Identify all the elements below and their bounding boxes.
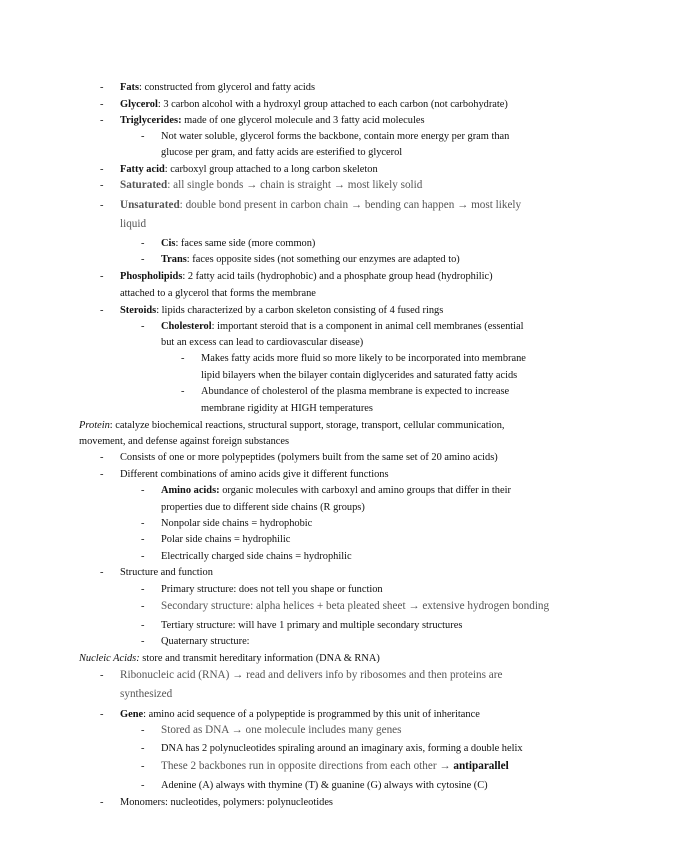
text-line bbox=[161, 501, 365, 514]
text-line bbox=[120, 199, 521, 212]
line-text: store and transmit hereditary information (DNA & RNA) bbox=[139, 653, 380, 664]
text-line bbox=[161, 619, 462, 632]
bullet-dash: - bbox=[141, 725, 145, 736]
bullet-dash: - bbox=[141, 636, 145, 647]
bullet-dash: - bbox=[141, 761, 145, 772]
text-line bbox=[161, 600, 549, 613]
key-term: Triglycerides: bbox=[120, 115, 182, 126]
text-line bbox=[161, 130, 509, 143]
text-line bbox=[120, 796, 333, 809]
key-term: Phospholipids bbox=[120, 271, 183, 282]
line-text: : amino acid sequence of a polypeptide is programmed by this unit of inheritance bbox=[143, 709, 480, 720]
key-term: Trans bbox=[161, 254, 187, 265]
bullet-dash: - bbox=[100, 797, 104, 808]
text-line bbox=[120, 114, 425, 127]
line-text: : constructed from glycerol and fatty acids bbox=[139, 82, 316, 93]
line-text: Secondary structure: alpha helices + beta pleated sheet → extensive hydrogen bonding bbox=[161, 600, 550, 612]
text-line bbox=[161, 742, 523, 755]
text-line bbox=[120, 304, 443, 317]
text-line bbox=[201, 402, 373, 415]
line-text: Makes fatty acids more fluid so more likely to be incorporated into membrane bbox=[201, 353, 526, 364]
bullet-dash: - bbox=[100, 709, 104, 720]
line-text: Monomers: nucleotides, polymers: polynucleotides bbox=[120, 797, 333, 808]
line-text: Polar side chains = hydrophilic bbox=[161, 534, 291, 545]
line-text: : carboxyl group attached to a long carbon skeleton bbox=[164, 164, 378, 175]
key-term: Gene bbox=[120, 709, 144, 720]
bullet-dash: - bbox=[100, 164, 104, 175]
bullet-dash: - bbox=[100, 452, 104, 463]
key-term: Steroids bbox=[120, 305, 157, 316]
key-term: Cholesterol bbox=[161, 321, 212, 332]
bullet-dash: - bbox=[100, 305, 104, 316]
text-line bbox=[161, 724, 401, 737]
bullet-dash: - bbox=[141, 780, 145, 791]
bullet-dash: - bbox=[181, 353, 185, 364]
text-line bbox=[161, 583, 383, 596]
bullet-dash: - bbox=[181, 386, 185, 397]
line-text: Ribonucleic acid (RNA) → read and delivers info by ribosomes and then proteins are bbox=[120, 669, 503, 681]
key-term: Fats bbox=[120, 82, 140, 93]
text-line bbox=[120, 669, 502, 682]
bullet-dash: - bbox=[141, 743, 145, 754]
bullet-dash: - bbox=[141, 584, 145, 595]
bullet-dash: - bbox=[141, 321, 145, 332]
text-line bbox=[201, 385, 509, 398]
bullet-dash: - bbox=[141, 518, 145, 529]
text-line bbox=[120, 81, 315, 94]
bullet-dash: - bbox=[100, 567, 104, 578]
text-line bbox=[120, 270, 493, 283]
line-text: Electrically charged side chains = hydrophilic bbox=[161, 551, 352, 562]
bullet-dash: - bbox=[100, 115, 104, 126]
text-line bbox=[120, 287, 316, 300]
key-term: Saturated bbox=[120, 179, 168, 191]
line-text: These 2 backbones run in opposite directions from each other → bbox=[161, 760, 454, 772]
bullet-dash: - bbox=[100, 180, 104, 191]
text-line bbox=[161, 237, 315, 250]
key-term: Unsaturated bbox=[120, 199, 180, 211]
line-text: : faces opposite sides (not something our enzymes are adapted to) bbox=[186, 254, 460, 265]
line-text: made of one glycerol molecule and 3 fatty acid molecules bbox=[181, 115, 425, 126]
bullet-dash: - bbox=[141, 534, 145, 545]
bullet-dash: - bbox=[141, 254, 145, 265]
line-text: Nonpolar side chains = hydrophobic bbox=[161, 518, 313, 529]
bullet-dash: - bbox=[100, 469, 104, 480]
line-text: Adenine (A) always with thymine (T) & guanine (G) always with cytosine (C) bbox=[161, 780, 488, 791]
text-line bbox=[79, 652, 380, 665]
line-text: Structure and function bbox=[120, 567, 213, 578]
text-line bbox=[201, 352, 526, 365]
key-term: Glycerol bbox=[120, 99, 158, 110]
bullet-dash: - bbox=[141, 485, 145, 496]
bullet-dash: - bbox=[141, 238, 145, 249]
line-text: : double bond present in carbon chain → bending can happen → most likely bbox=[179, 199, 522, 211]
text-line bbox=[161, 760, 509, 773]
text-line bbox=[161, 517, 312, 530]
line-text: movement, and defense against foreign substances bbox=[79, 436, 290, 447]
text-line bbox=[161, 635, 250, 648]
text-line bbox=[161, 484, 511, 497]
bullet-dash: - bbox=[141, 551, 145, 562]
key-term: Cis bbox=[161, 238, 176, 249]
text-line bbox=[120, 98, 508, 111]
text-line bbox=[161, 336, 363, 349]
text-line bbox=[120, 451, 498, 464]
line-text: glucose per gram, and fatty acids are esterified to glycerol bbox=[161, 147, 403, 158]
line-text: but an excess can lead to cardiovascular disease) bbox=[161, 337, 364, 348]
text-line bbox=[161, 320, 524, 333]
line-text: : all single bonds → chain is straight → most likely solid bbox=[167, 179, 423, 191]
text-line bbox=[79, 419, 504, 432]
line-text: Abundance of cholesterol of the plasma membrane is expected to increase bbox=[201, 386, 510, 397]
line-text: Primary structure: does not tell you shape or function bbox=[161, 584, 383, 595]
key-term: Amino acids: bbox=[161, 485, 220, 496]
line-text: attached to a glycerol that forms the membrane bbox=[120, 288, 316, 299]
line-text: : catalyze biochemical reactions, structural support, storage, transport, cellular communication, bbox=[109, 420, 505, 431]
line-text: lipid bilayers when the bilayer contain diglycerides and saturated fatty acids bbox=[201, 370, 518, 381]
text-line bbox=[120, 566, 213, 579]
line-text: organic molecules with carboxyl and amino groups that differ in their bbox=[219, 485, 511, 496]
text-line bbox=[120, 688, 172, 701]
line-text: DNA has 2 polynucleotides spiraling around an imaginary axis, forming a double helix bbox=[161, 743, 523, 754]
text-line bbox=[120, 218, 146, 231]
bullet-dash: - bbox=[100, 271, 104, 282]
bullet-dash: - bbox=[100, 200, 104, 211]
section-term: Nucleic Acids: bbox=[79, 653, 140, 664]
text-line bbox=[161, 146, 402, 159]
line-text: membrane rigidity at HIGH temperatures bbox=[201, 403, 373, 414]
text-line bbox=[161, 533, 290, 546]
bullet-dash: - bbox=[141, 620, 145, 631]
line-text: Different combinations of amino acids give it different functions bbox=[120, 469, 389, 480]
text-line bbox=[120, 708, 480, 721]
line-text: : lipids characterized by a carbon skeleton consisting of 4 fused rings bbox=[156, 305, 444, 316]
bullet-dash: - bbox=[141, 131, 145, 142]
text-line bbox=[161, 779, 488, 792]
line-text: : important steroid that is a component in animal cell membranes (essential bbox=[211, 321, 524, 332]
section-term: Protein bbox=[79, 420, 110, 431]
bullet-dash: - bbox=[100, 82, 104, 93]
text-line bbox=[120, 179, 422, 192]
line-text: Consists of one or more polypeptides (polymers built from the same set of 20 amino acids) bbox=[120, 452, 498, 463]
line-text: Tertiary structure: will have 1 primary and multiple secondary structures bbox=[161, 620, 463, 631]
line-text: properties due to different side chains (R groups) bbox=[161, 502, 365, 513]
text-line bbox=[161, 253, 460, 266]
text-line bbox=[120, 163, 378, 176]
line-text: Not water soluble, glycerol forms the backbone, contain more energy per gram than bbox=[161, 131, 510, 142]
line-text: : 3 carbon alcohol with a hydroxyl group attached to each carbon (not carbohydrate) bbox=[157, 99, 508, 110]
bullet-dash: - bbox=[141, 601, 145, 612]
line-text: Quaternary structure: bbox=[161, 636, 250, 647]
text-line bbox=[120, 468, 389, 481]
bullet-dash: - bbox=[100, 99, 104, 110]
key-term: Fatty acid bbox=[120, 164, 165, 175]
line-text: : 2 fatty acid tails (hydrophobic) and a phosphate group head (hydrophilic) bbox=[182, 271, 493, 282]
text-line bbox=[161, 550, 352, 563]
key-term: antiparallel bbox=[453, 760, 509, 772]
line-text: Stored as DNA → one molecule includes many genes bbox=[161, 724, 402, 736]
text-line bbox=[79, 435, 289, 448]
line-text: : faces same side (more common) bbox=[175, 238, 316, 249]
text-line bbox=[201, 369, 517, 382]
bullet-dash: - bbox=[100, 670, 104, 681]
line-text: liquid bbox=[120, 218, 147, 230]
line-text: synthesized bbox=[120, 688, 173, 700]
